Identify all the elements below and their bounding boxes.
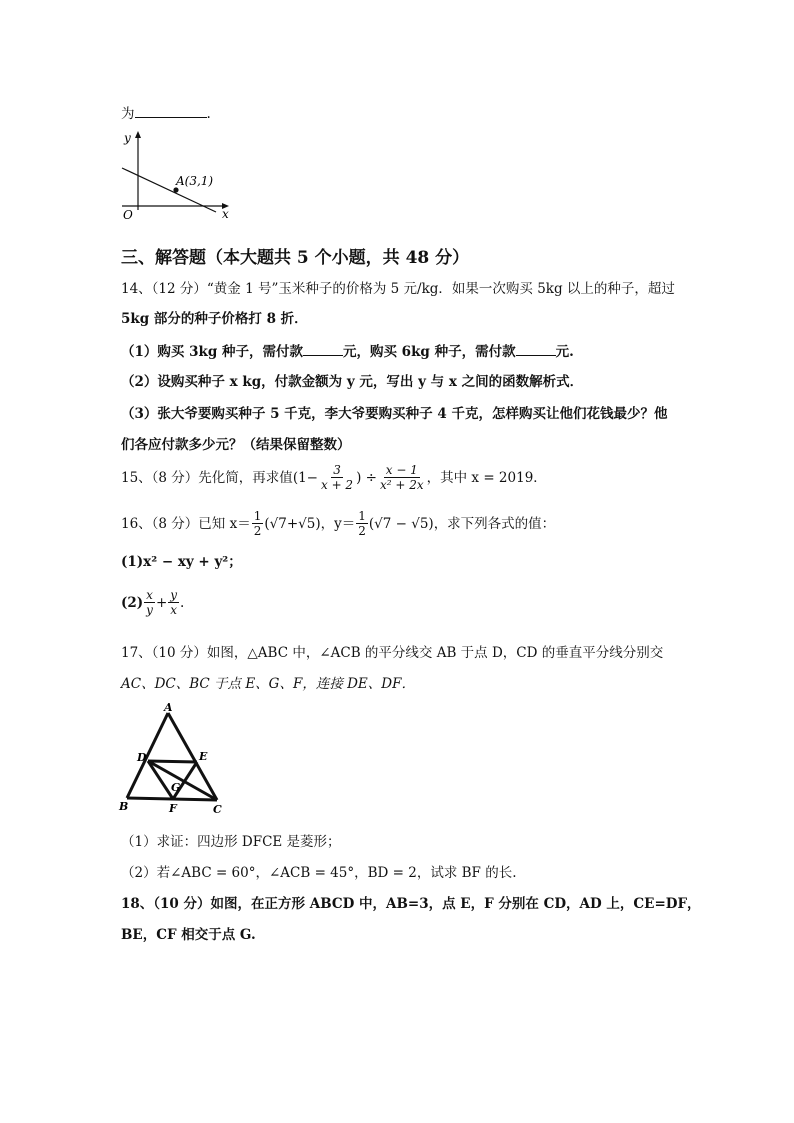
- q15: [121, 463, 547, 492]
- q15-open: (1−: [292, 469, 318, 486]
- q15-fraction-1-denominator: x + 2: [320, 478, 354, 492]
- point-g-label: G: [171, 781, 181, 794]
- q17-part-1: （1）求证：四边形 DFCE 是菱形；: [121, 834, 341, 850]
- q16-plus: +: [155, 594, 168, 611]
- q15-fraction-1: [319, 463, 355, 492]
- q16-suffix: ，求下列各式的值：: [433, 515, 556, 532]
- answer-prefix: 为: [121, 106, 135, 122]
- triangle-rhombus-figure: [115, 701, 235, 819]
- q14-part-1-text-b: 元，购买 6kg 种子，需付款: [342, 344, 516, 360]
- q15-divide: ) ÷: [356, 469, 377, 486]
- q16-half-y-denominator: 2: [358, 524, 366, 538]
- q16: [121, 509, 555, 538]
- q16-fraction-y-over-x: [168, 588, 179, 617]
- point-e-label: E: [199, 750, 208, 763]
- q15-fraction-2-numerator: x − 1: [385, 463, 418, 477]
- q14-part-3-line-1: （3）张大爷要购买种子 5 千克，李大爷要购买种子 4 千克，怎样购买让他们花钱最少？他: [121, 406, 668, 422]
- q16-y-equals: ，y＝: [320, 515, 356, 532]
- point-f-label: F: [169, 802, 177, 815]
- q14-line-1: 14、（12 分）“黄金 1 号”玉米种子的价格为 5 元/kg．如果一次购买 5kg 以上的种子，超过: [121, 281, 675, 297]
- q16-part-2-prefix: (2): [121, 594, 144, 611]
- vertex-a-label: A: [164, 701, 173, 714]
- q16-fraction-x-numerator: x: [146, 588, 153, 602]
- vertex-c-label: C: [213, 803, 222, 816]
- vertex-b-label: B: [119, 800, 129, 813]
- q14-line-2: 5kg 部分的种子价格打 8 折．: [121, 311, 308, 327]
- q17-line-1: 17、（10 分）如图，△ABC 中，∠ACB 的平分线交 AB 于点 D，CD 的垂直平分线分别交: [121, 645, 664, 661]
- point-a-label: A(3,1): [176, 174, 214, 188]
- q18-line-1: 18、（10 分）如图，在正方形 ABCD 中，AB=3，点 E，F 分别在 CD，AD 上，CE=DF，: [121, 896, 701, 912]
- q15-fraction-2: [378, 463, 426, 492]
- x-axis-label: x: [222, 207, 229, 221]
- q16-fraction-y-denominator: y: [146, 603, 153, 617]
- side-ab: [127, 713, 168, 798]
- q16-fraction-x-over-y: [144, 588, 155, 617]
- q16-half-y: [356, 509, 368, 538]
- q15-suffix: ，其中 x = 2019．: [426, 469, 547, 486]
- q14-part-2: （2）设购买种子 x kg，付款金额为 y 元，写出 y 与 x 之间的函数解析式．: [121, 374, 584, 390]
- y-axis-label: y: [124, 131, 131, 145]
- q16-y-expression: (√7 − √5): [368, 515, 434, 532]
- segment-de: [148, 761, 197, 762]
- q15-prefix: 15、（8 分）先化简，再求值: [121, 469, 293, 486]
- q17-line-2: AC、DC、BC 于点 E、G、F，连接 DE、DF．: [121, 676, 415, 692]
- q16-end: .: [180, 594, 185, 611]
- q16-prefix: 16、（8 分）已知 x＝: [121, 515, 251, 532]
- q16-half-x: [252, 509, 264, 538]
- q14-blank-2: [516, 341, 556, 356]
- q16-half-x-denominator: 2: [253, 524, 262, 538]
- q17-part-2: （2）若∠ABC = 60°，∠ACB = 45°，BD = 2，试求 BF 的长.: [121, 865, 517, 881]
- question-13-tail: [121, 103, 211, 124]
- q14-part-1: [121, 341, 574, 362]
- q16-part-2: [121, 588, 184, 617]
- y-axis-arrow: [135, 131, 141, 138]
- q14-blank-1: [303, 341, 343, 356]
- q14-part-1-text-a: （1）购买 3kg 种子，需付款: [121, 344, 303, 360]
- q16-half-x-numerator: 1: [253, 509, 262, 523]
- q15-fraction-2-denominator: x² + 2x: [379, 478, 424, 492]
- q14-part-1-text-c: 元.: [555, 344, 574, 360]
- point-a: [173, 187, 178, 192]
- q18-line-2: BE，CF 相交于点 G.: [121, 927, 256, 943]
- q16-fraction-y-numerator: y: [170, 588, 178, 602]
- answer-suffix: .: [206, 106, 211, 122]
- q15-fraction-1-numerator: 3: [333, 463, 341, 477]
- q16-x-expression: (√7+√5): [264, 515, 321, 532]
- answer-blank: [135, 103, 207, 118]
- q16-half-y-numerator: 1: [358, 509, 366, 523]
- graph-line-figure: [118, 128, 238, 223]
- origin-label: O: [123, 208, 133, 222]
- q16-fraction-x-denominator: x: [170, 603, 178, 617]
- section-heading: 三、解答题（本大题共 5 个小题，共 48 分）: [121, 248, 470, 268]
- q14-part-3-line-2: 们各应付款多少元？（结果保留整数）: [121, 437, 351, 453]
- q16-part-1: (1)x² − xy + y²；: [121, 554, 242, 570]
- point-d-label: D: [137, 751, 147, 764]
